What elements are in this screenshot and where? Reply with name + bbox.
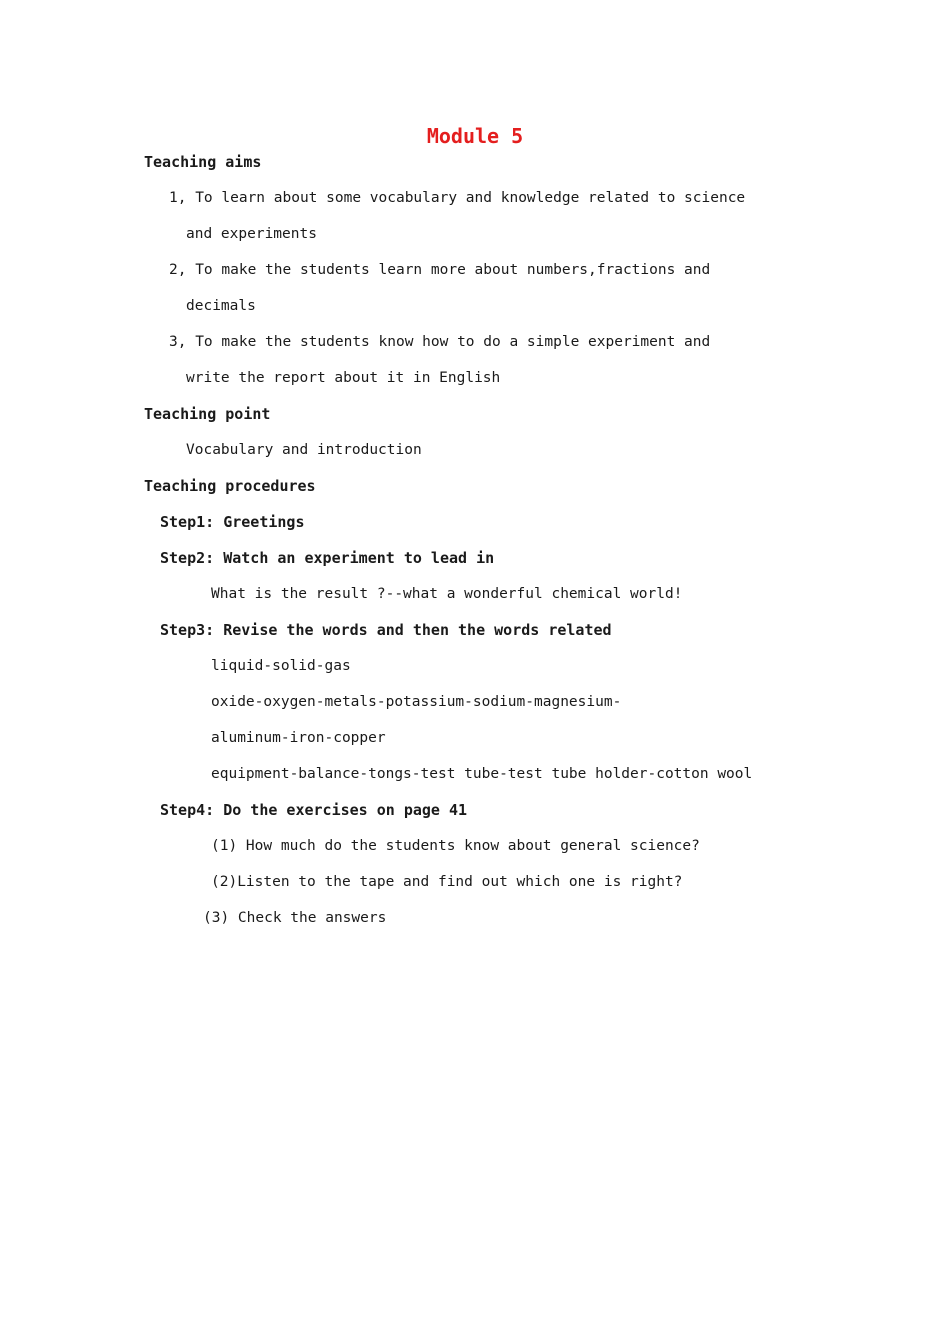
step-3-line-3: aluminum-iron-copper	[211, 730, 386, 746]
aim-2-line-1: 2, To make the students learn more about numbers,fractions and	[169, 262, 711, 278]
aim-3-line-1: 3, To make the students know how to do a simple experiment and	[169, 334, 711, 350]
step-4-line-2: (2)Listen to the tape and find out which one is right?	[211, 874, 683, 890]
step-2-heading: Step2: Watch an experiment to lead in	[160, 549, 495, 567]
point-heading: Teaching point	[144, 405, 271, 423]
procedures-heading: Teaching procedures	[144, 477, 316, 495]
step-3-line-4: equipment-balance-tongs-test tube-test tube holder-cotton wool	[211, 766, 753, 782]
step-3-line-2: oxide-oxygen-metals-potassium-sodium-magnesium-	[211, 694, 622, 710]
aim-1-line-1: 1, To learn about some vocabulary and knowledge related to science	[169, 190, 746, 206]
step-4-line-1: (1) How much do the students know about general science?	[211, 838, 700, 854]
point-text: Vocabulary and introduction	[186, 442, 422, 458]
step-4-line-3: (3) Check the answers	[203, 910, 387, 926]
step-3-line-1: liquid-solid-gas	[211, 658, 351, 674]
aim-3-line-2: write the report about it in English	[186, 370, 501, 386]
step-4-heading: Step4: Do the exercises on page 41	[160, 801, 468, 819]
step-3-heading: Step3: Revise the words and then the words related	[160, 621, 612, 639]
aim-1-line-2: and experiments	[186, 226, 317, 242]
aims-heading: Teaching aims	[144, 153, 262, 171]
step-1-heading: Step1: Greetings	[160, 513, 305, 531]
aim-2-line-2: decimals	[186, 298, 256, 314]
step-2-text: What is the result ?--what a wonderful chemical world!	[211, 586, 683, 602]
page-title: Module 5	[426, 124, 524, 148]
